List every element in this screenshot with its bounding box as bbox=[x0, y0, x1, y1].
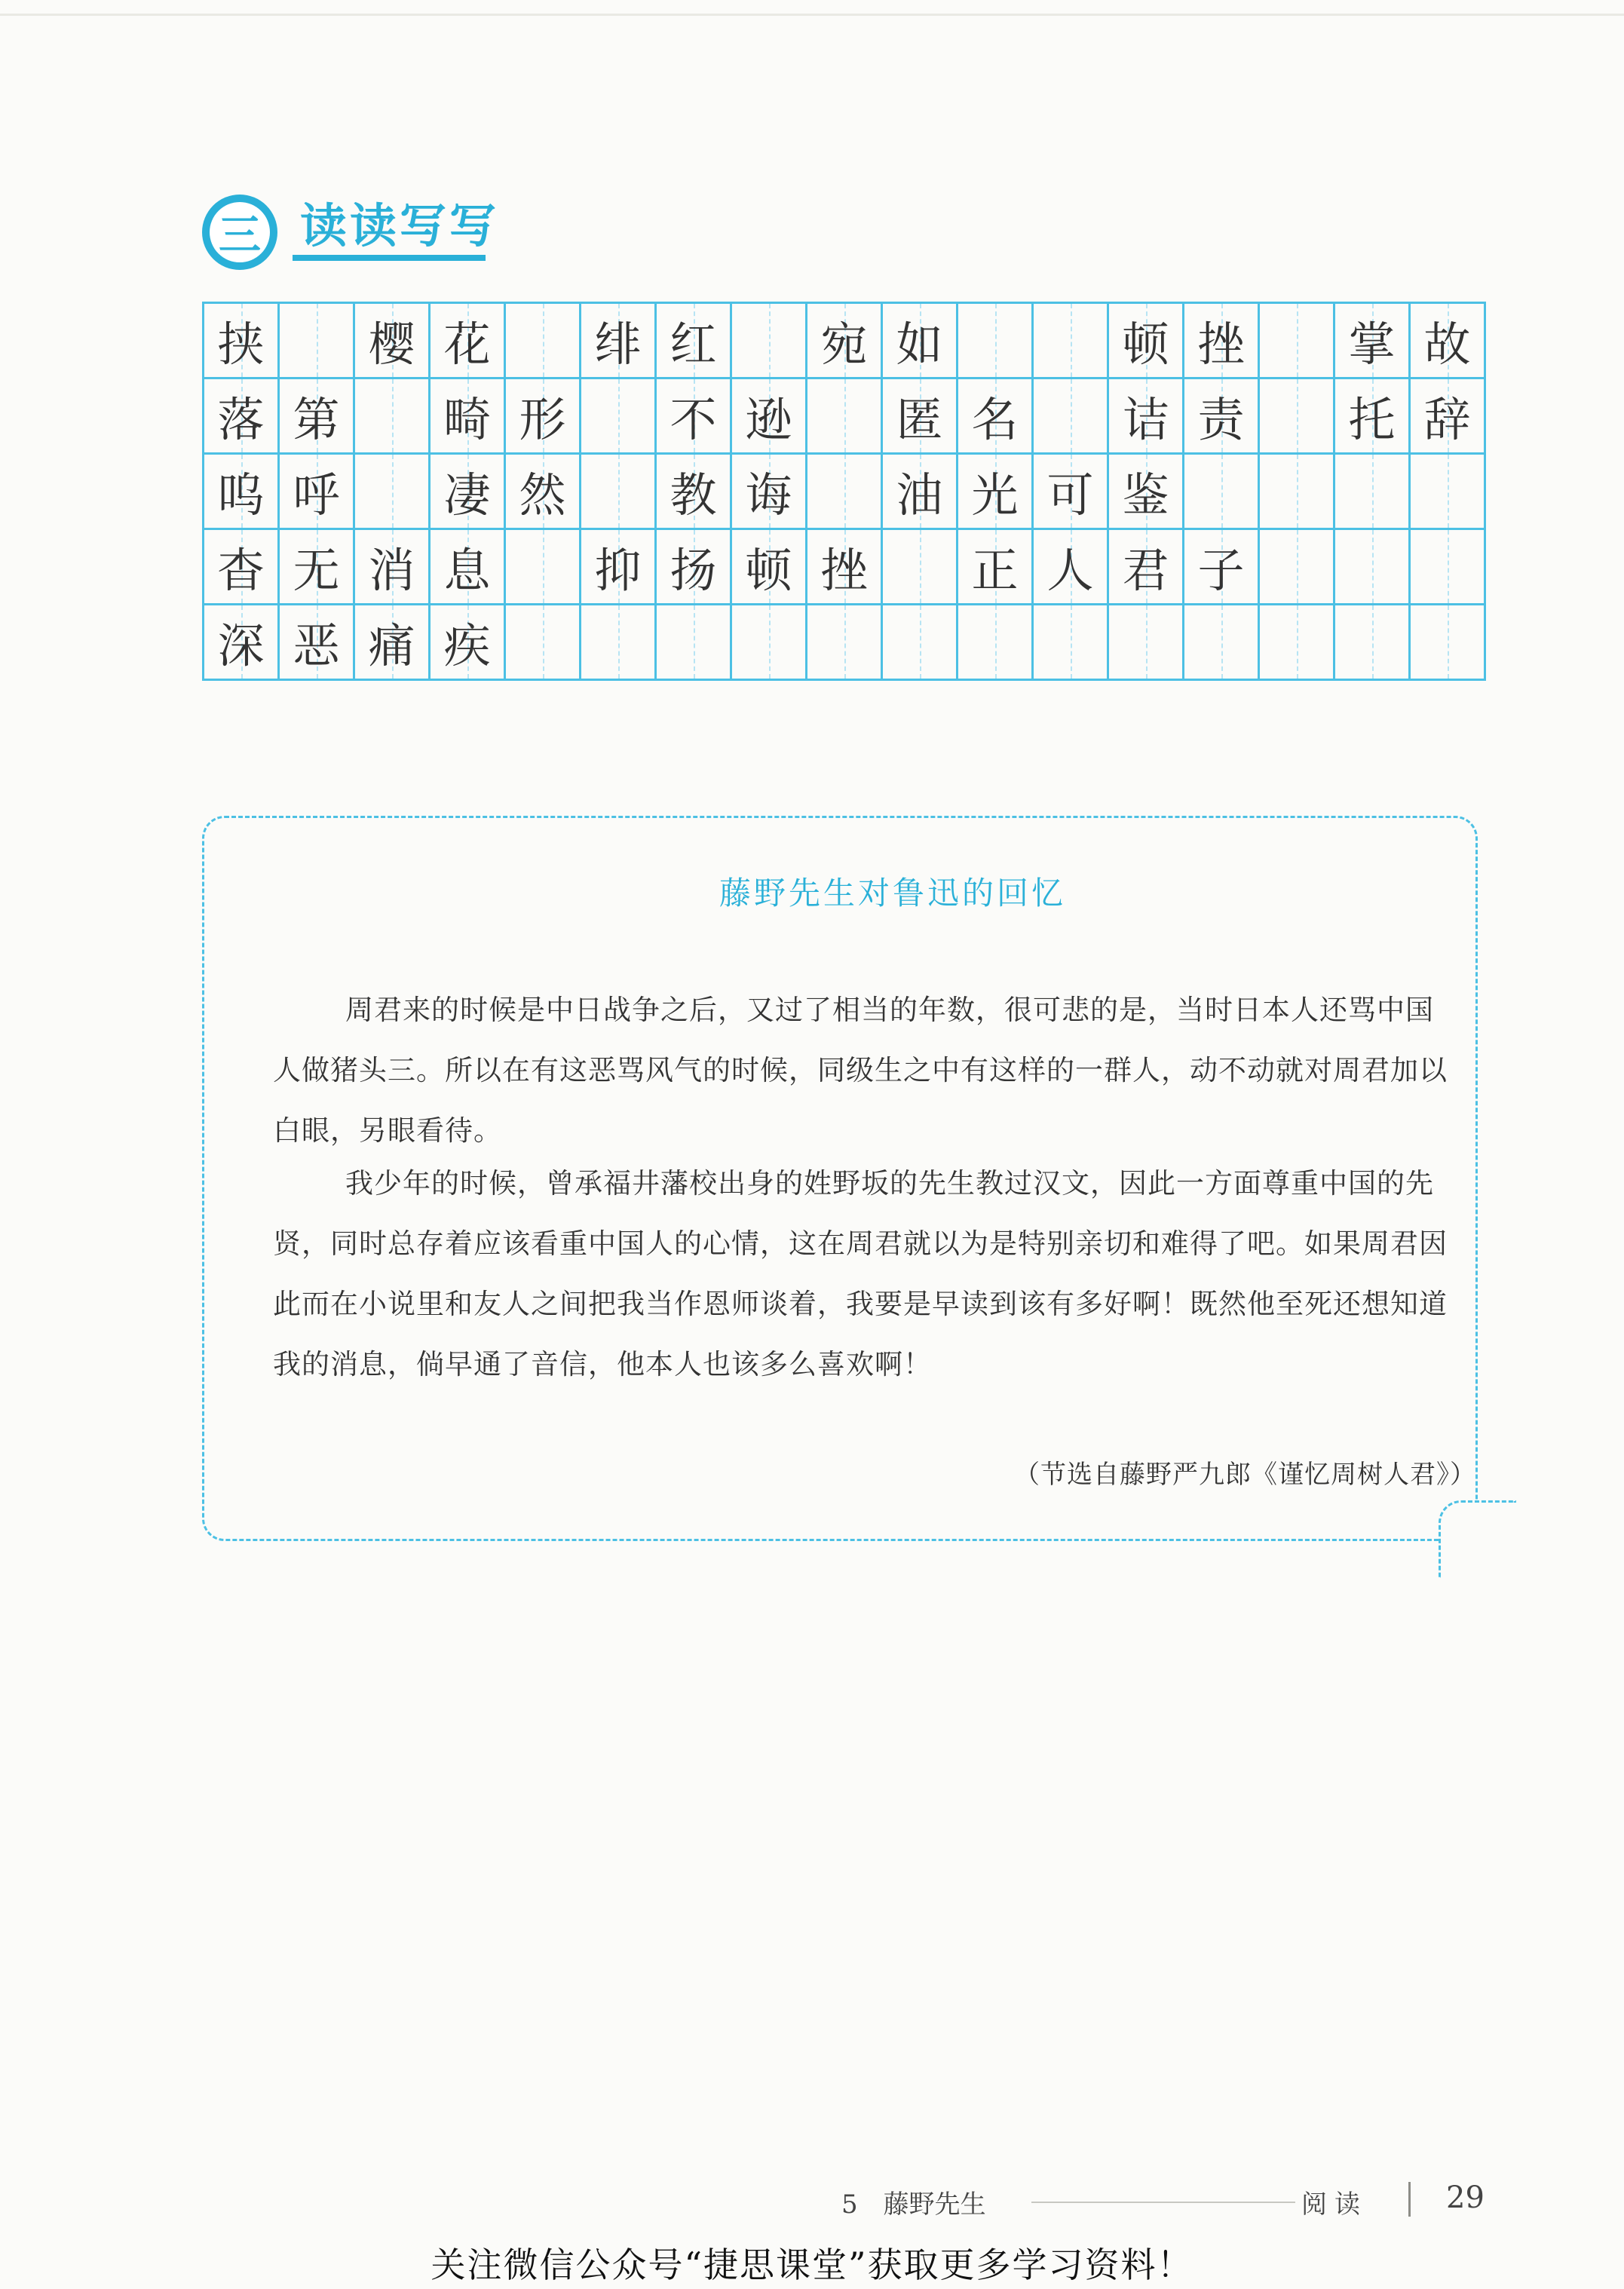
grid-cell bbox=[657, 605, 732, 681]
grid-cell bbox=[1184, 530, 1260, 605]
grid-character: 油 bbox=[896, 467, 943, 522]
grid-cell bbox=[581, 379, 657, 455]
grid-character: 呼 bbox=[293, 467, 340, 522]
grid-cell bbox=[807, 530, 883, 605]
grid-character: 樱 bbox=[368, 317, 415, 372]
grid-cell bbox=[732, 455, 807, 530]
grid-cell bbox=[958, 379, 1034, 455]
grid-cell bbox=[280, 455, 355, 530]
grid-character: 绯 bbox=[594, 317, 642, 372]
grid-cell bbox=[883, 304, 958, 379]
grid-cell bbox=[355, 379, 431, 455]
grid-cell bbox=[657, 304, 732, 379]
grid-cell bbox=[506, 605, 581, 681]
grid-cell bbox=[657, 379, 732, 455]
grid-character: 诘 bbox=[1122, 392, 1169, 447]
reading-paragraph-1: 周君来的时候是中日战争之后，又过了相当的年数，很可悲的是，当时日本人还骂中国人做猪头三。所以在有这恶骂风气的时候，同级生之中有这样的一群人，动不动就对周君加以白眼，另眼看待。 bbox=[273, 994, 1448, 1147]
grid-cell bbox=[1184, 304, 1260, 379]
grid-cell bbox=[657, 530, 732, 605]
section-number-badge bbox=[202, 195, 277, 270]
grid-character: 名 bbox=[971, 392, 1019, 447]
grid-cell bbox=[732, 379, 807, 455]
grid-cell bbox=[1411, 605, 1486, 681]
grid-cell bbox=[958, 455, 1034, 530]
grid-cell bbox=[204, 530, 280, 605]
section-title-underline bbox=[293, 255, 486, 261]
grid-character: 匿 bbox=[896, 392, 943, 447]
grid-cell bbox=[883, 455, 958, 530]
grid-cell bbox=[807, 379, 883, 455]
grid-cell bbox=[1034, 304, 1109, 379]
grid-cell bbox=[1109, 455, 1184, 530]
grid-cell bbox=[1109, 379, 1184, 455]
grid-cell bbox=[355, 304, 431, 379]
reading-box-folded-corner bbox=[1439, 1500, 1516, 1578]
grid-cell bbox=[1411, 455, 1486, 530]
grid-cell bbox=[807, 304, 883, 379]
page-number: 29 bbox=[1446, 2180, 1485, 2215]
grid-cell bbox=[807, 455, 883, 530]
footer-section-label: 阅读 bbox=[1301, 2189, 1368, 2220]
grid-cell bbox=[506, 530, 581, 605]
grid-character: 第 bbox=[293, 392, 340, 447]
grid-cell bbox=[355, 455, 431, 530]
section-title: 读读写写 bbox=[300, 198, 500, 253]
grid-cell bbox=[1184, 605, 1260, 681]
grid-character: 掌 bbox=[1348, 317, 1396, 372]
grid-cell bbox=[280, 304, 355, 379]
grid-character: 不 bbox=[670, 392, 717, 447]
reading-title: 藤野先生对鲁迅的回忆 bbox=[719, 875, 1066, 912]
grid-cell bbox=[280, 605, 355, 681]
grid-cell bbox=[506, 455, 581, 530]
grid-cell bbox=[732, 530, 807, 605]
grid-cell bbox=[1260, 379, 1335, 455]
grid-cell bbox=[1335, 304, 1411, 379]
grid-cell bbox=[958, 304, 1034, 379]
grid-cell bbox=[280, 379, 355, 455]
grid-cell bbox=[1034, 455, 1109, 530]
grid-cell bbox=[1260, 455, 1335, 530]
grid-cell bbox=[1184, 455, 1260, 530]
grid-cell bbox=[1034, 530, 1109, 605]
grid-cell bbox=[204, 605, 280, 681]
grid-cell bbox=[732, 605, 807, 681]
writing-grid bbox=[202, 302, 1486, 681]
grid-character: 挫 bbox=[820, 543, 868, 598]
grid-character: 如 bbox=[896, 317, 943, 372]
grid-character: 落 bbox=[217, 392, 265, 447]
grid-cell bbox=[581, 304, 657, 379]
grid-cell bbox=[431, 304, 506, 379]
grid-cell bbox=[1411, 304, 1486, 379]
grid-character: 扬 bbox=[670, 543, 717, 598]
grid-character: 花 bbox=[443, 317, 491, 372]
grid-cell bbox=[204, 379, 280, 455]
grid-character: 顿 bbox=[1122, 317, 1169, 372]
grid-cell bbox=[883, 530, 958, 605]
grid-character: 凄 bbox=[443, 467, 491, 522]
grid-cell bbox=[355, 605, 431, 681]
grid-cell bbox=[958, 605, 1034, 681]
reading-paragraph-2: 我少年的时候，曾承福井藩校出身的姓野坂的先生教过汉文，因此一方面尊重中国的先贤，同时总存着应该看重中国人的心情，这在周君就以为是特别亲切和难得了吧。如果周君因此而在小说里和友人之间把我当作恩师谈着，我要是早读到该有多好啊！既然他至死还想知道我的消息，倘早通了音信，他本人也该多么喜欢啊！ bbox=[273, 1167, 1448, 1380]
reading-source: （节选自藤野严九郎《谨忆周树人君》） bbox=[1014, 1460, 1476, 1490]
grid-character: 责 bbox=[1197, 392, 1245, 447]
grid-cell bbox=[958, 530, 1034, 605]
grid-cell bbox=[1411, 379, 1486, 455]
grid-cell bbox=[431, 530, 506, 605]
grid-cell bbox=[1335, 455, 1411, 530]
grid-cell bbox=[1109, 605, 1184, 681]
grid-cell bbox=[431, 605, 506, 681]
grid-character: 息 bbox=[443, 543, 491, 598]
grid-cell bbox=[355, 530, 431, 605]
grid-character: 杳 bbox=[217, 543, 265, 598]
grid-cell bbox=[1184, 379, 1260, 455]
grid-cell bbox=[506, 379, 581, 455]
grid-cell bbox=[1260, 530, 1335, 605]
grid-character: 形 bbox=[519, 392, 566, 447]
page-top-edge bbox=[0, 14, 1624, 16]
grid-character: 故 bbox=[1423, 317, 1471, 372]
grid-cell bbox=[657, 455, 732, 530]
grid-cell bbox=[581, 530, 657, 605]
grid-cell bbox=[1109, 304, 1184, 379]
grid-cell bbox=[581, 455, 657, 530]
grid-character: 疾 bbox=[443, 618, 491, 673]
grid-character: 君 bbox=[1122, 543, 1169, 598]
grid-character: 光 bbox=[971, 467, 1019, 522]
grid-character: 辞 bbox=[1423, 392, 1471, 447]
grid-character: 红 bbox=[670, 317, 717, 372]
grid-cell bbox=[807, 605, 883, 681]
grid-character: 消 bbox=[368, 543, 415, 598]
grid-character: 然 bbox=[519, 467, 566, 522]
grid-cell bbox=[1260, 605, 1335, 681]
grid-cell bbox=[1411, 530, 1486, 605]
grid-character: 子 bbox=[1197, 543, 1245, 598]
grid-character: 正 bbox=[971, 543, 1019, 598]
grid-character: 痛 bbox=[368, 618, 415, 673]
grid-cell bbox=[883, 379, 958, 455]
grid-character: 诲 bbox=[745, 467, 792, 522]
footer-lesson-title: 5 藤野先生 bbox=[841, 2189, 986, 2220]
grid-character: 人 bbox=[1046, 543, 1094, 598]
grid-cell bbox=[1335, 530, 1411, 605]
grid-character: 可 bbox=[1046, 467, 1094, 522]
grid-character: 深 bbox=[217, 618, 265, 673]
grid-cell bbox=[1335, 379, 1411, 455]
grid-character: 恶 bbox=[293, 618, 340, 673]
grid-cell bbox=[1260, 304, 1335, 379]
footer-divider bbox=[1031, 2202, 1295, 2203]
grid-character: 挟 bbox=[217, 317, 265, 372]
grid-cell bbox=[1034, 605, 1109, 681]
footer-vertical-bar bbox=[1408, 2182, 1411, 2217]
grid-cell bbox=[1109, 530, 1184, 605]
grid-cell bbox=[1034, 379, 1109, 455]
grid-cell bbox=[280, 530, 355, 605]
grid-cell bbox=[581, 605, 657, 681]
grid-cell bbox=[732, 304, 807, 379]
section-number: 三 bbox=[210, 202, 270, 262]
grid-cell bbox=[431, 379, 506, 455]
grid-character: 托 bbox=[1348, 392, 1396, 447]
grid-character: 无 bbox=[293, 543, 340, 598]
grid-character: 畸 bbox=[443, 392, 491, 447]
grid-character: 呜 bbox=[217, 467, 265, 522]
grid-cell bbox=[883, 605, 958, 681]
grid-character: 鉴 bbox=[1122, 467, 1169, 522]
grid-cell bbox=[1335, 605, 1411, 681]
grid-character: 教 bbox=[670, 467, 717, 522]
grid-cell bbox=[204, 304, 280, 379]
grid-character: 宛 bbox=[820, 317, 868, 372]
grid-character: 逊 bbox=[745, 392, 792, 447]
grid-character: 挫 bbox=[1197, 317, 1245, 372]
watermark-text: 关注微信公众号“捷思课堂”获取更多学习资料！ bbox=[431, 2245, 1193, 2285]
grid-cell bbox=[204, 455, 280, 530]
grid-cell bbox=[506, 304, 581, 379]
grid-cell bbox=[431, 455, 506, 530]
grid-character: 抑 bbox=[594, 543, 642, 598]
grid-character: 顿 bbox=[745, 543, 792, 598]
